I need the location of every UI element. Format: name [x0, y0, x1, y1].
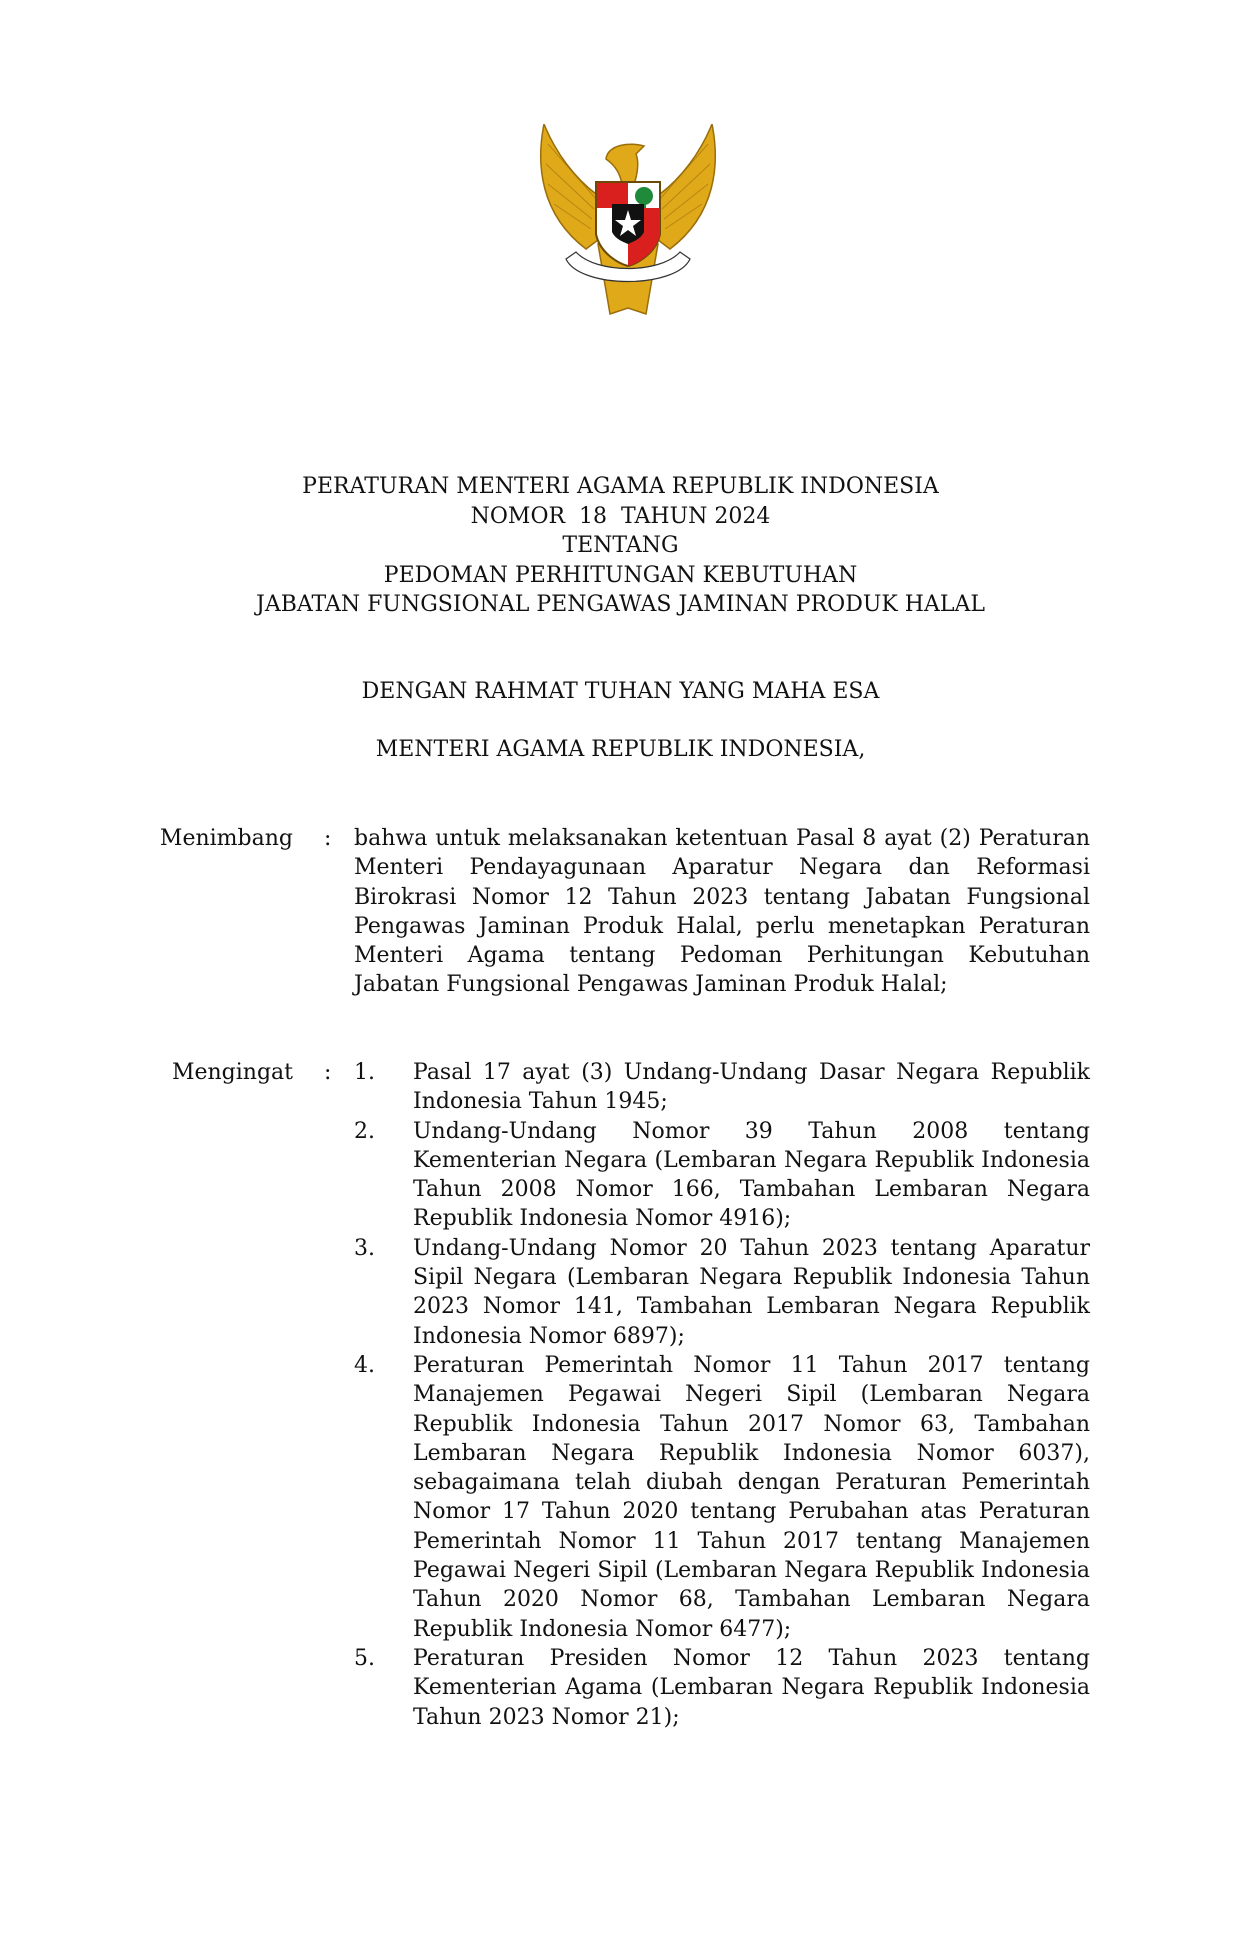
minister-heading: MENTERI AGAMA REPUBLIK INDONESIA, — [375, 737, 866, 762]
menimbang-label: Menimbang — [159, 826, 293, 851]
mengingat-label: Mengingat — [171, 1060, 293, 1085]
regulation-title — [0, 472, 1241, 620]
list-item — [354, 1351, 1090, 1644]
mengingat-colon: : — [324, 1060, 332, 1085]
item-text: Pasal 17 ayat (3) Undang-Undang Dasar Negara Republik Indonesia Tahun 1945; — [413, 1060, 1090, 1115]
list-item — [354, 1234, 1090, 1351]
item-number: 4. — [354, 1352, 375, 1378]
title-number: NOMOR 18 TAHUN 2024 — [470, 503, 771, 529]
item-number: 2. — [354, 1118, 375, 1144]
item-number: 3. — [354, 1235, 375, 1261]
title-about: TENTANG — [562, 533, 679, 558]
menimbang-text: bahwa untuk melaksanakan ketentuan Pasal 8 ayat (2) Peraturan Menteri Pendayagunaan Aparatur Negara dan Reformasi Birokrasi Nomor 12 Tahun 2023 tentang Jabatan Fungsional Pengawas Jaminan Produk Halal, perlu menetapkan Peraturan Menteri Agama tentang Pedoman Perhitungan Kebutuhan Jabatan Fungsional Pengawas Jaminan Produk Halal; — [354, 826, 1090, 998]
garuda-emblem — [536, 124, 720, 318]
item-text: Peraturan Pemerintah Nomor 11 Tahun 2017 tentang Manajemen Pegawai Negeri Sipil (Lembaran Negara Republik Indonesia Tahun 2017 Nomor 63, Tambahan Lembaran Negara Republik Indonesia Nomor 6037), sebagaimana telah diubah dengan Peraturan Pemerintah Nomor 17 Tahun 2020 tentang Perubahan atas Peraturan Pemerintah Nomor 11 Tahun 2017 tentang Manajemen Pegawai Negeri Sipil (Lembaran Negara Republik Indonesia Tahun 2020 Nomor 68, Tambahan Lembaran Negara Republik Indonesia Nomor 6477); — [413, 1352, 1090, 1642]
list-item — [354, 1644, 1090, 1732]
title-line-1: PERATURAN MENTERI AGAMA REPUBLIK INDONESIA — [302, 474, 939, 499]
title-subject-1: PEDOMAN PERHITUNGAN KEBUTUHAN — [383, 562, 858, 588]
item-text: Undang-Undang Nomor 20 Tahun 2023 tentang Aparatur Sipil Negara (Lembaran Negara Republik Indonesia Tahun 2023 Nomor 141, Tambahan Lembaran Negara Republik Indonesia Nomor 6897); — [413, 1235, 1090, 1349]
list-item — [354, 1117, 1090, 1234]
list-item — [354, 1058, 1090, 1117]
item-text: Peraturan Presiden Nomor 12 Tahun 2023 tentang Kementerian Agama (Lembaran Negara Republik Indonesia Tahun 2023 Nomor 21); — [413, 1645, 1090, 1730]
item-number: 5. — [354, 1645, 375, 1671]
title-subject-2: JABATAN FUNGSIONAL PENGAWAS JAMINAN PRODUK HALAL — [256, 592, 985, 617]
item-text: Undang-Undang Nomor 39 Tahun 2008 tentang Kementerian Negara (Lembaran Negara Republik Indonesia Tahun 2008 Nomor 166, Tambahan Lembaran Negara Republik Indonesia Nomor 4916); — [413, 1118, 1090, 1232]
invocation: DENGAN RAHMAT TUHAN YANG MAHA ESA — [361, 679, 880, 704]
menimbang-colon: : — [324, 826, 332, 851]
item-number: 1. — [354, 1060, 375, 1085]
mengingat-list — [354, 1058, 1090, 1732]
